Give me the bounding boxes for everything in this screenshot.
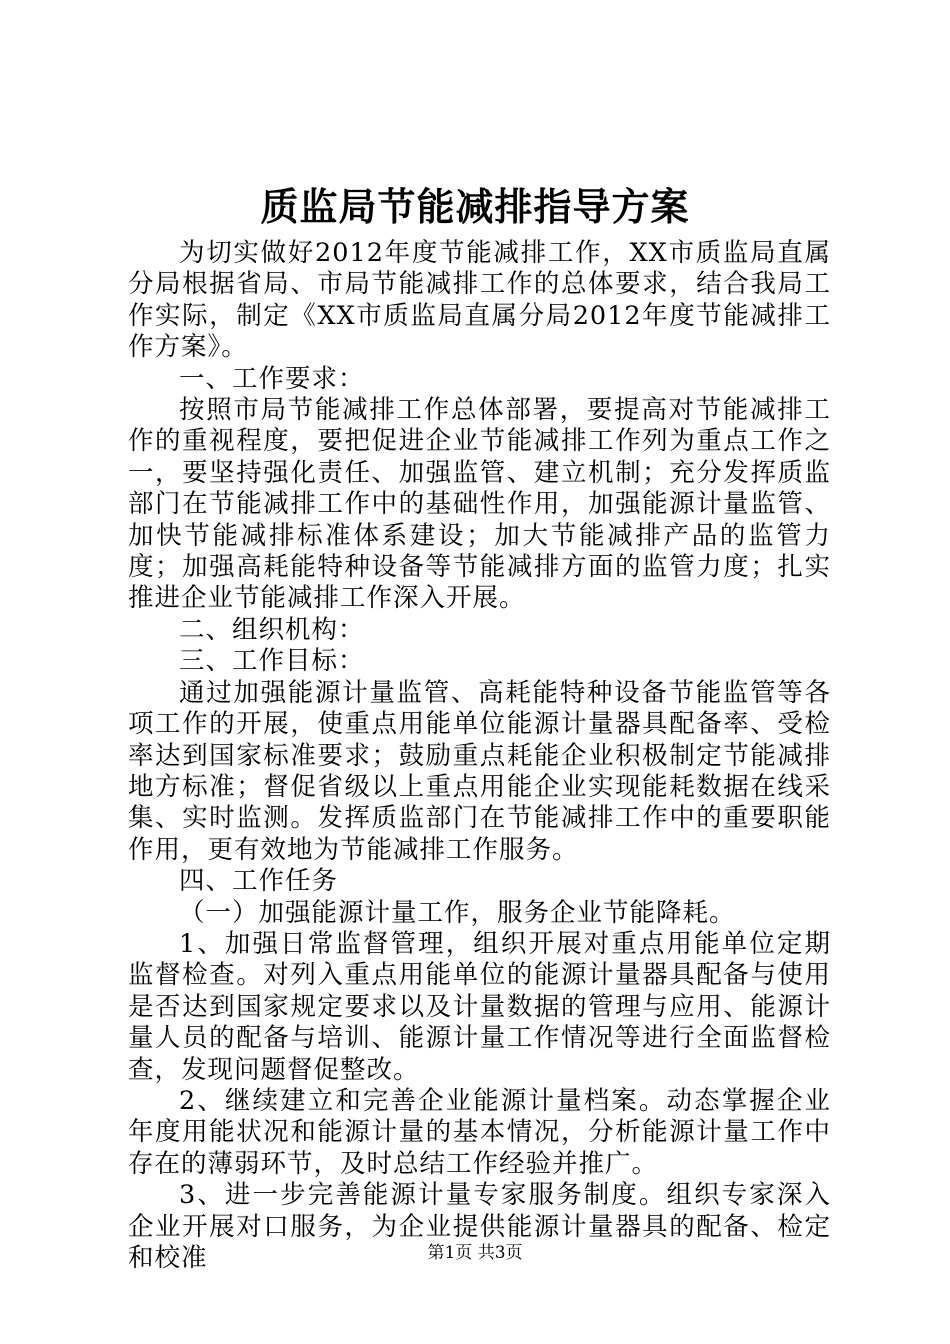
paragraph-goals: 通过加强能源计量监管、高耗能特种设备节能监管等各项工作的开展，使重点用能单位能源计量器具配备率、受检率达到国家标准要求；鼓励重点耗能企业积极制定节能减排地方标准；督促省级以上重点用能企业实现能耗数据在线采集、实时监测。发挥质监部门在节能减排工作中的重要职能作用，更有效地为节能减排工作服务。 <box>128 677 831 865</box>
document-body <box>128 238 831 1274</box>
heading-work-tasks: 四、工作任务 <box>179 866 339 897</box>
paragraph-task-3: 3、进一步完善能源计量专家服务制度。组织专家深入企业开展对口服务，为企业提供能源计量器具的配备、检定和校准 <box>128 1180 831 1273</box>
document-title: 质监局节能减排指导方案 <box>260 184 690 229</box>
paragraph-intro: 为切实做好2012年度节能减排工作，XX市质监局直属分局根据省局、市局节能减排工作的总体要求，结合我局工作实际，制定《XX市质监局直属分局2012年度节能减排工作方案》。 <box>128 238 831 363</box>
page-number-footer: 第1页 共3页 <box>427 1243 523 1263</box>
heading-work-goals: 三、工作目标： <box>179 646 365 677</box>
heading-work-requirements: 一、工作要求： <box>179 363 365 394</box>
paragraph-task-2: 2、继续建立和完善企业能源计量档案。动态掌握企业年度用能状况和能源计量的基本情况，分析能源计量工作中存在的薄弱环节，及时总结工作经验并推广。 <box>128 1085 831 1179</box>
heading-organization: 二、组织机构： <box>179 614 365 645</box>
paragraph-task-1: 1、加强日常监督管理，组织开展对重点用能单位定期监督检查。对列入重点用能单位的能源计量器具配备与使用是否达到国家规定要求以及计量数据的管理与应用、能源计量人员的配备与培训、能源计量工作情况等进行全面监督检查，发现问题督促整改。 <box>128 928 831 1085</box>
subheading-energy-metering: （一）加强能源计量工作，服务企业节能降耗。 <box>179 897 736 928</box>
paragraph-requirements: 按照市局节能减排工作总体部署，要提高对节能减排工作的重视程度，要把促进企业节能减排工作列为重点工作之一，要坚持强化责任、加强监管、建立机制；充分发挥质监部门在节能减排工作中的基础性作用，加强能源计量监管、加快节能减排标准体系建设；加大节能减排产品的监管力度；加强高耗能特种设备等节能减排方面的监管力度；扎实推进企业节能减排工作深入开展。 <box>128 395 831 614</box>
